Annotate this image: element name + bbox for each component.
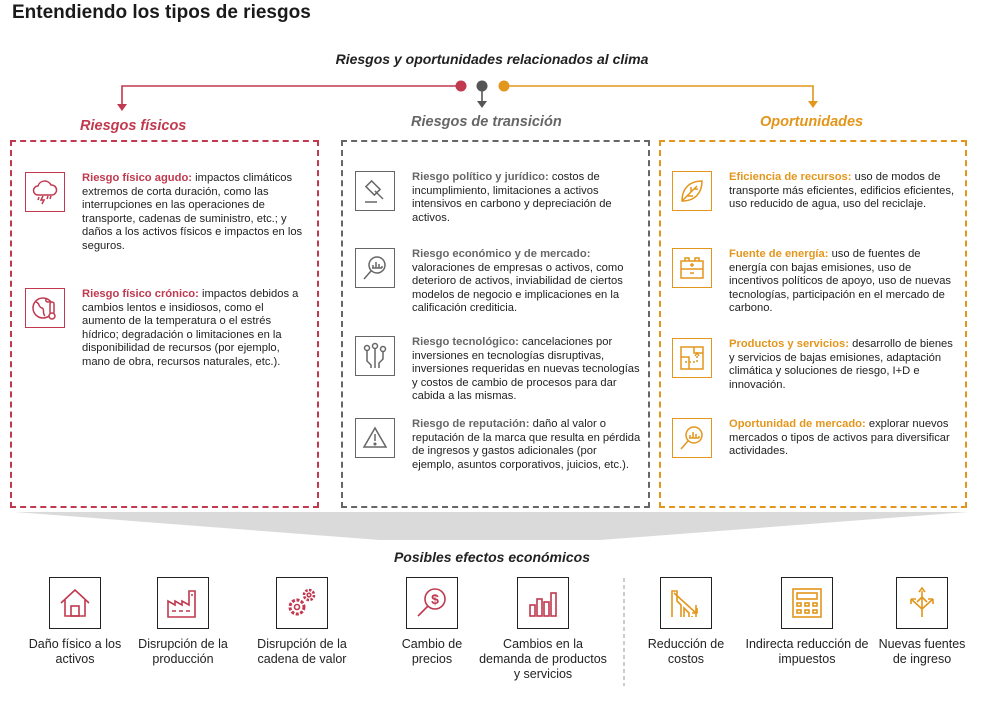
col-title-opportunity: Oportunidades [760,114,864,130]
battery-icon [672,248,712,288]
item-title: Oportunidad de mercado: [729,418,866,430]
effect-label: Indirecta reducción de impuestos [745,637,869,666]
effect-value-chain-disruption [246,577,358,667]
effect-price-change [381,577,483,667]
globe-thermometer-icon [25,288,65,328]
effect-demand-change [478,577,608,682]
opportunity-item-market [672,418,960,459]
effect-label: Cambios en la demanda de productos y servicios [479,637,607,681]
effect-production-disruption [128,577,238,667]
storm-cloud-icon [25,172,65,212]
effects-title: Posibles efectos económicos [393,549,591,565]
house-icon [49,577,101,629]
funnel-shape [15,512,968,540]
risk-item-chronic [25,288,309,370]
item-title: Riesgo físico agudo: [82,172,193,184]
warning-icon [355,418,395,458]
col-title-physical: Riesgos físicos [80,118,187,134]
risk-item-acute [25,172,309,254]
top-arrows [117,81,818,112]
circuit-icon [355,336,395,376]
effect-tax-reduction [741,577,873,667]
item-description: valoraciones de empresas o activos, como deterioro de activos, inviabilidad de ciertos modelos de negocio e implicaciones en la calificación crediticia. [412,261,624,315]
risk-item-technology [355,336,642,404]
bar-chart-icon [517,577,569,629]
cost-down-icon [660,577,712,629]
effect-label: Daño físico a los activos [28,637,122,666]
item-title: Productos y servicios: [729,338,849,350]
item-title: Eficiencia de recursos: [729,171,852,183]
split-arrows-icon [896,577,948,629]
item-description: explorar nuevos mercados o tipos de activos para diversificar actividades. [729,418,950,458]
calculator-icon [781,577,833,629]
effect-label: Disrupción de la cadena de valor [257,637,347,666]
risk-item-reputation [355,418,642,472]
col-title-transition: Riesgos de transición [411,114,562,130]
factory-icon [157,577,209,629]
floor-plan-icon [672,338,712,378]
effect-label: Cambio de precios [401,637,463,666]
item-description: impactos debidos a cambios lentos e insidiosos, como el aumento de la temperatura o el estrés hídrico; degradación o limitaciones en la disponibilidad de recursos (por ejemplo, mano de obra, recursos naturales, etc.). [82,288,299,368]
effect-new-revenue [870,577,974,667]
gavel-icon [355,171,395,211]
item-title: Riesgo de reputación: [412,418,530,430]
item-title: Riesgo económico y de mercado: [412,248,591,260]
page-title: Entendiendo los tipos de riesgos [12,2,311,23]
opportunity-item-products [672,338,960,392]
effect-label: Nuevas fuentes de ingreso [878,637,966,666]
magnifier-chart-icon [355,248,395,288]
item-title: Fuente de energía: [729,248,829,260]
item-title: Riesgo político y jurídico: [412,171,549,183]
magnifier-chart-icon [672,418,712,458]
item-description: daño al valor o reputación de la marca que resulta en pérdida de ingresos y gastos adicionales (por ejemplo, asuntos corporativos, juicios, etc.). [412,418,641,471]
item-description: impactos climáticos extremos de corta duración, como las interrupciones en las operaciones de transporte, cadenas de suministro, etc.; y daños a los activos físicos e impactos en los seguros. [82,172,303,252]
opportunity-item-energy [672,248,960,316]
item-description: cancelaciones por inversiones en tecnologías disruptivas, inversiones requeridas en nuevas tecnologías y costos de cambio de procesos para dar cabida a las mismas. [412,336,640,403]
svg-text:$: $ [431,591,439,607]
magnifier-dollar-icon [406,577,458,629]
climate-subtitle: Riesgos y oportunidades relacionados al clima [335,51,649,67]
leaf-icon [672,171,712,211]
item-title: Riesgo físico crónico: [82,288,199,300]
opportunity-item-efficiency [672,171,960,212]
item-description: uso de fuentes de energía con bajas emisiones, uso de incentivos políticos de apoyo, uso de nuevas tecnologías, participación en el mercado de carbono. [729,248,952,315]
gears-icon [276,577,328,629]
effect-physical-damage [20,577,130,667]
item-description: uso de modos de transporte más eficientes, edificios eficientes, uso reducido de agua, uso del reciclaje. [729,171,955,211]
item-title: Riesgo tecnológico: [412,336,519,348]
item-description: costos de incumplimiento, limitaciones a activos intensivos en carbono y depreciación de activos. [412,171,612,224]
effect-label: Disrupción de la producción [138,637,228,666]
effect-cost-reduction [636,577,736,667]
risk-item-political [355,171,642,225]
effect-label: Reducción de costos [647,637,725,666]
item-description: desarrollo de bienes y servicios de bajas emisiones, adaptación climática y soluciones de riesgo, I+D e innovación. [729,338,953,391]
risk-item-market [355,248,642,316]
